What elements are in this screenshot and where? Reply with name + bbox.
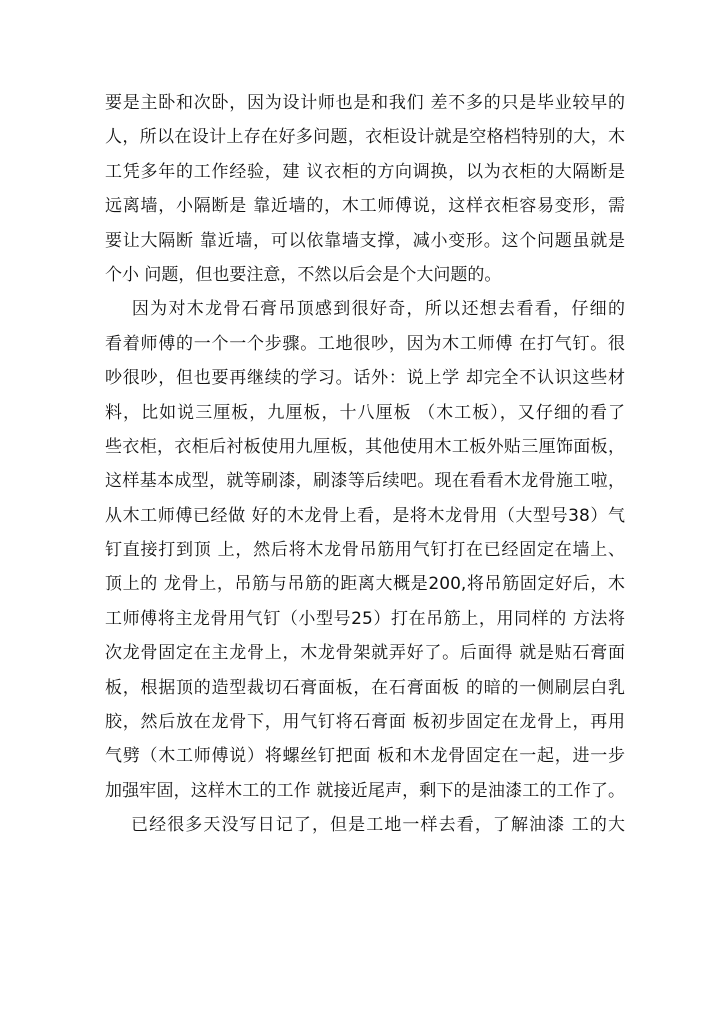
text-line: 这样基本成型，就等刷漆，刷漆等后续吧。现在看看木龙骨施工啦， (105, 471, 625, 492)
text-line: 个小 问题，但也要注意，不然以后会是个大问题的。 (105, 264, 502, 285)
text-line: 吵很吵，但也要再继续的学习。话外：说上学 却完全不认识这些材 (105, 368, 625, 389)
text-line: 人，所以在设计上存在好多问题，衣柜设计就是空格档特别的大，木 (105, 127, 625, 148)
text-line: 料，比如说三厘板，九厘板，十八厘板 （木工板），又仔细的看了 (105, 402, 625, 423)
body-text (105, 86, 625, 843)
text-line: 次龙骨固定在主龙骨上，木龙骨架就弄好了。后面得 就是贴石膏面 (105, 643, 625, 664)
text-line: 胶，然后放在龙骨下，用气钉将石膏面 板初步固定在龙骨上，再用 (105, 712, 625, 733)
text-line: 工师傅将主龙骨用气钉（小型号25）打在吊筋上，用同样的 方法将 (105, 608, 625, 629)
text-line: 要让大隔断 靠近墙，可以依靠墙支撑，减小变形。这个问题虽就是 (105, 230, 625, 251)
text-line: 顶上的 龙骨上，吊筋与吊筋的距离大概是200,将吊筋固定好后，木 (105, 574, 625, 595)
text-line: 看着师傅的一个一个步骤。工地很吵，因为木工师傅 在打气钉。很 (105, 333, 625, 354)
text-line: 钉直接打到顶 上，然后将木龙骨吊筋用气钉打在已经固定在墙上、 (105, 540, 625, 561)
text-line: 些衣柜，衣柜后衬板使用九厘板，其他使用木工板外贴三厘饰面板， (105, 436, 625, 457)
text-line: 板，根据顶的造型裁切石膏面板，在石膏面板 的暗的一侧刷层白乳 (105, 677, 625, 698)
text-line: 工凭多年的工作经验，建 议衣柜的方向调换，以为衣柜的大隔断是 (105, 161, 625, 182)
text-line: 气劈（木工师傅说）将螺丝钉把面 板和木龙骨固定在一起，进一步 (105, 746, 625, 767)
text-line: 已经很多天没写日记了，但是工地一样去看，了解油漆 工的大 (105, 815, 625, 836)
text-line: 远离墙，小隔断是 靠近墙的，木工师傅说，这样衣柜容易变形，需 (105, 196, 625, 217)
text-line: 要是主卧和次卧，因为设计师也是和我们 差不多的只是毕业较早的 (105, 93, 625, 113)
text-line: 从木工师傅已经做 好的木龙骨上看，是将木龙骨用（大型号38）气 (105, 505, 625, 526)
text-line: 加强牢固，这样木工的工作 就接近尾声，剩下的是油漆工的工作了。 (105, 780, 625, 801)
text-line: 因为对木龙骨石膏吊顶感到很好奇，所以还想去看看，仔细的 (105, 299, 625, 320)
